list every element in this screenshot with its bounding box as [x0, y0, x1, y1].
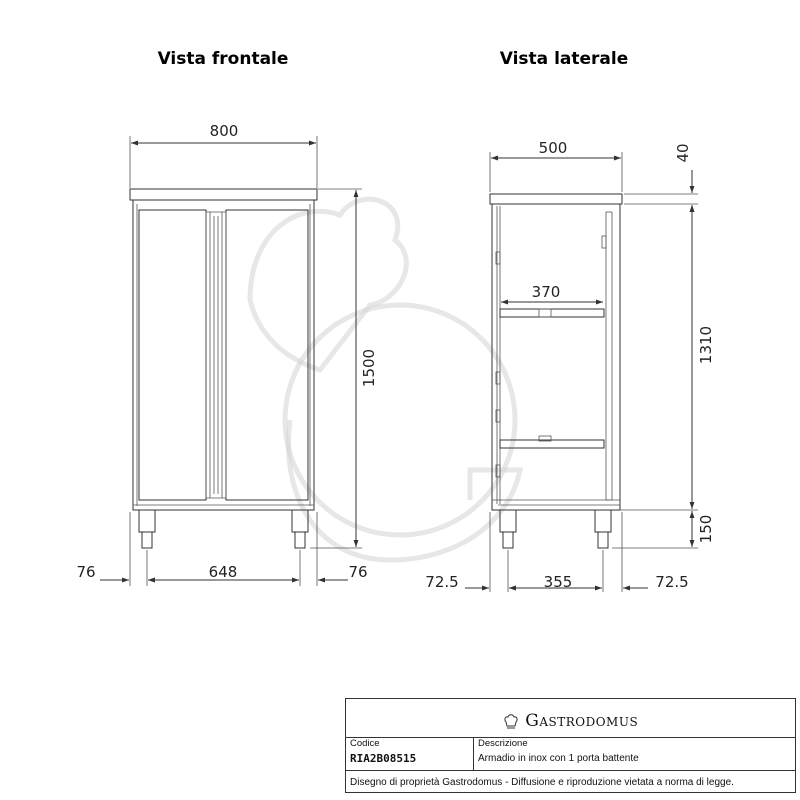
dimension-side-leg-left: 72.5 [425, 573, 459, 591]
code-value: RIA2B08515 [350, 752, 417, 765]
code-label: Codice [350, 738, 380, 749]
dimension-front-width: 800 [209, 122, 239, 140]
dimension-side-depth: 500 [538, 139, 568, 157]
brand-name: Gastrodomus [525, 711, 639, 731]
side-dimensions [425, 139, 715, 592]
dimension-front-leg-right: 76 [348, 563, 368, 581]
chef-hat-logo-icon [503, 713, 519, 731]
dimension-side-leg-span: 355 [543, 573, 573, 591]
watermark-logo-icon [250, 199, 520, 560]
front-view-title: Vista frontale [157, 49, 289, 69]
description-cell [474, 737, 795, 771]
dimension-side-top-thickness: 40 [674, 143, 692, 163]
front-view [130, 189, 317, 548]
dimension-front-height: 1500 [360, 348, 378, 388]
dimension-front-leg-left: 76 [76, 563, 96, 581]
dimension-side-leg-height: 150 [697, 514, 715, 544]
copyright-footer: Disegno di proprietà Gastrodomus - Diffusione e riproduzione vietata a norma di legge. [350, 777, 734, 788]
description-value: Armadio in inox con 1 porta battente [478, 753, 639, 764]
code-cell [346, 737, 474, 771]
title-block [345, 698, 796, 793]
dimension-front-leg-span: 648 [208, 563, 238, 581]
description-label: Descrizione [478, 738, 528, 749]
dimension-side-shelf-depth: 370 [531, 283, 561, 301]
brand-row [346, 699, 795, 738]
side-view-title: Vista laterale [499, 49, 629, 69]
dimension-side-leg-right: 72.5 [655, 573, 689, 591]
dimension-side-body-height: 1310 [697, 325, 715, 365]
